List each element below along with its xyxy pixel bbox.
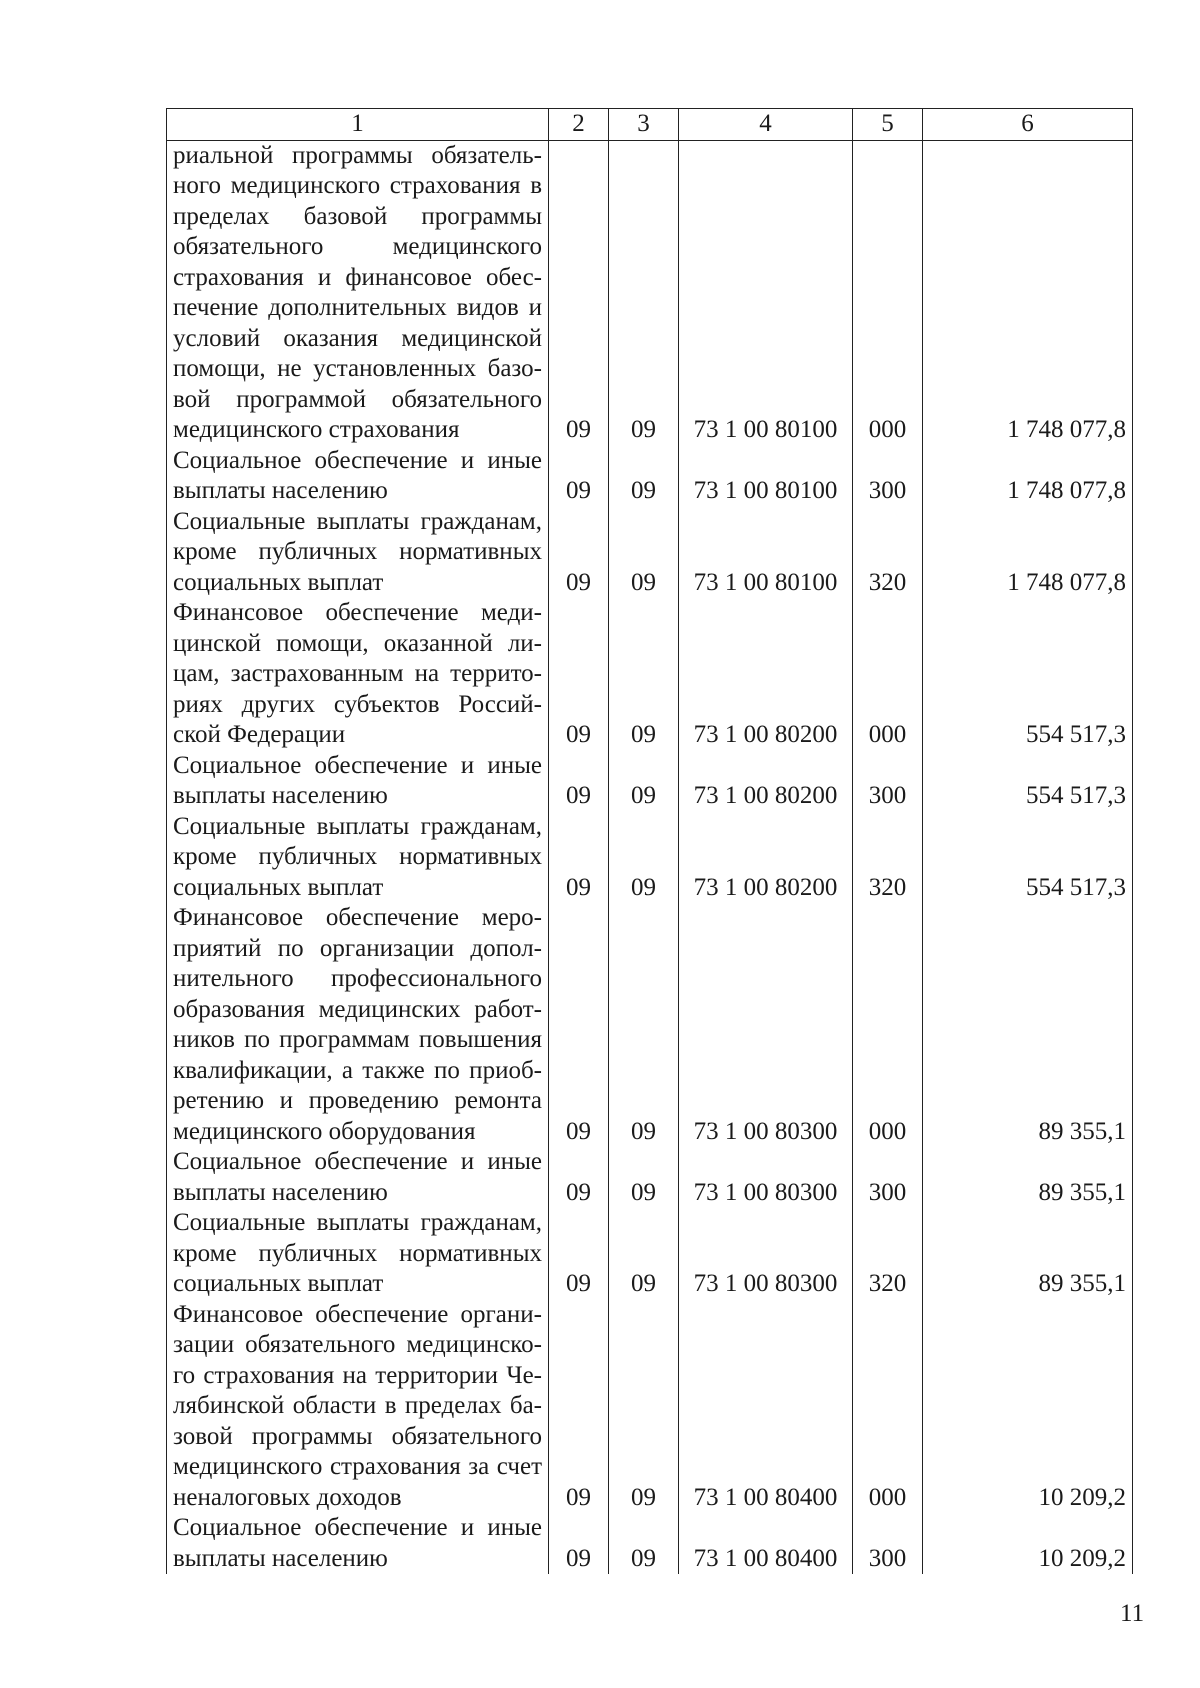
target-article-code: 73 1 00 80300 (679, 1208, 853, 1300)
target-article-code: 73 1 00 80400 (679, 1513, 853, 1574)
row-description: Социальное обеспечение и иные выплаты населению (167, 751, 549, 812)
subsection-code: 09 (609, 446, 679, 507)
row-description: Социальные выплаты гражданам, кроме публичных нормативных социальных выплат (167, 507, 549, 599)
subsection-code: 09 (609, 903, 679, 1147)
amount-value: 1 748 077,8 (923, 507, 1133, 599)
section-code: 09 (549, 1147, 609, 1208)
subsection-code: 09 (609, 1147, 679, 1208)
subsection-code: 09 (609, 507, 679, 599)
amount-value: 554 517,3 (923, 812, 1133, 904)
subsection-code: 09 (609, 1300, 679, 1514)
amount-value: 10 209,2 (923, 1513, 1133, 1574)
amount-value: 1 748 077,8 (923, 140, 1133, 446)
row-description: Социальное обеспечение и иные выплаты населению (167, 1147, 549, 1208)
table-row (167, 1147, 1133, 1208)
expense-type-code: 320 (853, 507, 923, 599)
subsection-code: 09 (609, 598, 679, 751)
target-article-code: 73 1 00 80300 (679, 903, 853, 1147)
target-article-code: 73 1 00 80200 (679, 598, 853, 751)
section-code: 09 (549, 751, 609, 812)
expense-type-code: 300 (853, 751, 923, 812)
section-code: 09 (549, 140, 609, 446)
section-code: 09 (549, 598, 609, 751)
column-header: 4 (679, 109, 853, 141)
expense-type-code: 000 (853, 598, 923, 751)
amount-value: 10 209,2 (923, 1300, 1133, 1514)
row-description: Социальное обеспечение и иные выплаты населению (167, 1513, 549, 1574)
expense-type-code: 300 (853, 446, 923, 507)
budget-table (166, 108, 1133, 1574)
section-code: 09 (549, 1300, 609, 1514)
row-description: Социальное обеспечение и иные выплаты населению (167, 446, 549, 507)
table-row (167, 812, 1133, 904)
row-description: Финансовое обеспечение мероприятий по организации дополнительного профессионального образования медицинских работников по программам повышения квалификации, а также по приобретению и проведению ремонта медицинского оборудования (167, 903, 549, 1147)
table-row (167, 751, 1133, 812)
expense-type-code: 300 (853, 1147, 923, 1208)
row-description: Финансовое обеспечение медицинской помощи, оказанной лицам, застрахованным на территориях других субъектов Российской Федерации (167, 598, 549, 751)
section-code: 09 (549, 1513, 609, 1574)
target-article-code: 73 1 00 80100 (679, 140, 853, 446)
subsection-code: 09 (609, 751, 679, 812)
expense-type-code: 300 (853, 1513, 923, 1574)
expense-type-code: 000 (853, 140, 923, 446)
expense-type-code: 320 (853, 812, 923, 904)
subsection-code: 09 (609, 1208, 679, 1300)
column-header: 3 (609, 109, 679, 141)
table-row (167, 1208, 1133, 1300)
table-row (167, 1300, 1133, 1514)
amount-value: 89 355,1 (923, 1208, 1133, 1300)
table-row (167, 507, 1133, 599)
target-article-code: 73 1 00 80200 (679, 812, 853, 904)
row-description: риальной программы обязательного медицинского страхования в пределах базовой программы обязательного медицинского страхования и финансовое обеспечение дополнительных видов и условий оказания медицинской помощи, не установленных базовой программой обязательного медицинского страхования (167, 140, 549, 446)
table-row (167, 140, 1133, 446)
target-article-code: 73 1 00 80200 (679, 751, 853, 812)
column-header: 6 (923, 109, 1133, 141)
target-article-code: 73 1 00 80100 (679, 507, 853, 599)
column-header: 5 (853, 109, 923, 141)
section-code: 09 (549, 812, 609, 904)
table-body (167, 140, 1133, 1574)
table-row (167, 903, 1133, 1147)
row-description: Финансовое обеспечение организации обязательного медицинского страхования на территории Челябинской области в пределах базовой программы обязательного медицинского страхования за счет неналоговых доходов (167, 1300, 549, 1514)
expense-type-code: 000 (853, 903, 923, 1147)
row-description: Социальные выплаты гражданам, кроме публичных нормативных социальных выплат (167, 1208, 549, 1300)
section-code: 09 (549, 446, 609, 507)
subsection-code: 09 (609, 812, 679, 904)
target-article-code: 73 1 00 80300 (679, 1147, 853, 1208)
row-description: Социальные выплаты гражданам, кроме публичных нормативных социальных выплат (167, 812, 549, 904)
budget-table-container (166, 108, 1132, 1574)
table-row (167, 598, 1133, 751)
header-row (167, 109, 1133, 141)
amount-value: 554 517,3 (923, 598, 1133, 751)
amount-value: 1 748 077,8 (923, 446, 1133, 507)
section-code: 09 (549, 507, 609, 599)
target-article-code: 73 1 00 80400 (679, 1300, 853, 1514)
subsection-code: 09 (609, 1513, 679, 1574)
amount-value: 554 517,3 (923, 751, 1133, 812)
amount-value: 89 355,1 (923, 1147, 1133, 1208)
page-number: 11 (1120, 1600, 1145, 1627)
amount-value: 89 355,1 (923, 903, 1133, 1147)
column-header: 1 (167, 109, 549, 141)
section-code: 09 (549, 903, 609, 1147)
expense-type-code: 000 (853, 1300, 923, 1514)
table-row (167, 1513, 1133, 1574)
expense-type-code: 320 (853, 1208, 923, 1300)
subsection-code: 09 (609, 140, 679, 446)
column-header: 2 (549, 109, 609, 141)
table-row (167, 446, 1133, 507)
section-code: 09 (549, 1208, 609, 1300)
target-article-code: 73 1 00 80100 (679, 446, 853, 507)
